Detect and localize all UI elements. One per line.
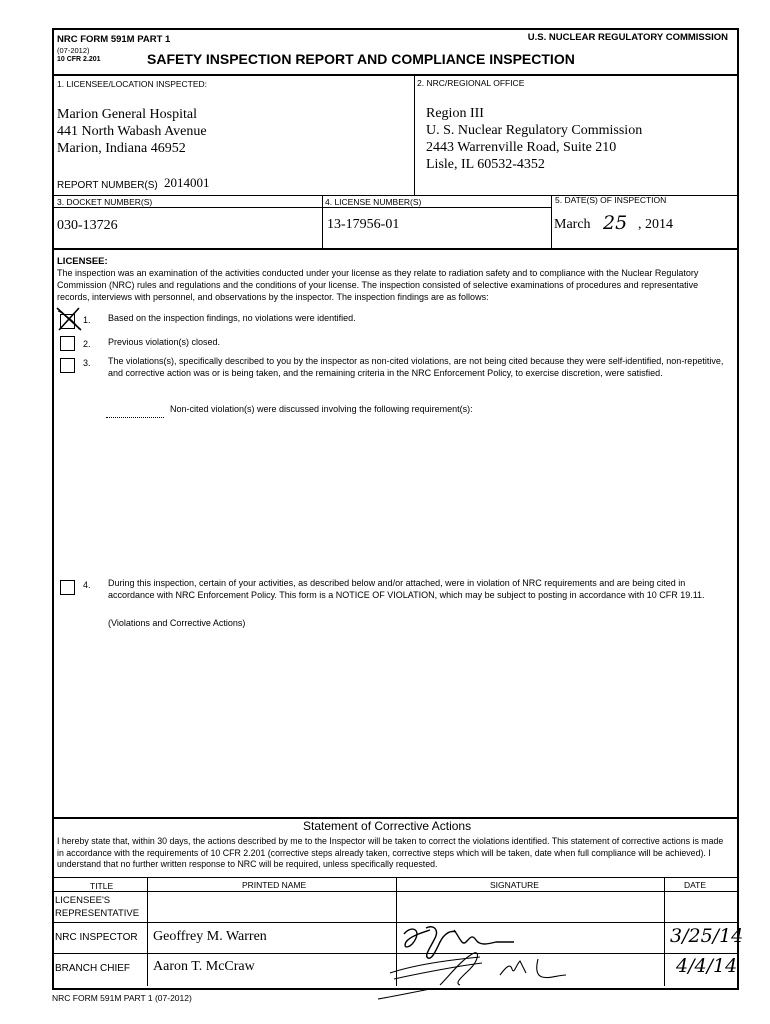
item-2-number: 2. bbox=[83, 339, 91, 349]
row-2-date-handwritten: 3/25/14 bbox=[670, 925, 744, 947]
licensee-location-label: 1. LICENSEE/LOCATION INSPECTED: bbox=[57, 79, 208, 89]
section-divider-1-2 bbox=[414, 75, 415, 195]
header-printed-name: PRINTED NAME bbox=[242, 880, 307, 890]
item-4-checkbox[interactable] bbox=[60, 580, 75, 595]
violations-label: (Violations and Corrective Actions) bbox=[108, 618, 246, 628]
footer-form-id: NRC FORM 591M PART 1 (07-2012) bbox=[52, 993, 192, 1003]
item-1-number: 1. bbox=[83, 315, 91, 325]
form-title: SAFETY INSPECTION REPORT AND COMPLIANCE INSPECTION bbox=[147, 51, 575, 67]
table-header-line bbox=[52, 891, 737, 892]
header-divider bbox=[52, 74, 737, 76]
licensee-heading: LICENSEE: bbox=[57, 256, 108, 267]
license-value: 13-17956-01 bbox=[327, 217, 400, 232]
section-divider-licensee bbox=[52, 248, 737, 250]
non-cited-text: Non-cited violation(s) were discussed involving the following requirement(s): bbox=[170, 404, 473, 414]
item-2-checkbox[interactable] bbox=[60, 336, 75, 351]
row-3-date-handwritten: 4/4/14 bbox=[676, 955, 738, 977]
cfr-reference: 10 CFR 2.201 bbox=[57, 56, 101, 63]
table-col-line-3 bbox=[664, 877, 665, 986]
regional-office-label: 2. NRC/REGIONAL OFFICE bbox=[417, 78, 525, 88]
office-line-4: Lisle, IL 60532-4352 bbox=[426, 157, 545, 172]
header-signature: SIGNATURE bbox=[490, 880, 539, 890]
table-row-line-1 bbox=[52, 922, 737, 923]
corrective-text: I hereby state that, within 30 days, the actions described by me to the Inspector will be taken to correct the violations identified. This statement of corrective actions is made in accordance with the requirements of 10 CFR 2.201 (corrective steps already taken, corrective steps which will be taken, date when full compliance will be achieved). I understand that no further written response to NRC will be required, unless specifically requested. bbox=[57, 836, 724, 869]
inspection-month: March bbox=[554, 217, 591, 232]
item-3-checkbox[interactable] bbox=[60, 358, 75, 373]
section-divider-3-4 bbox=[322, 195, 323, 249]
licensee-line-1: Marion General Hospital bbox=[57, 107, 197, 122]
row-2-name: Geoffrey M. Warren bbox=[153, 929, 267, 944]
item-1-text: Based on the inspection findings, no violations were identified. bbox=[108, 313, 356, 323]
report-number-value: 2014001 bbox=[164, 175, 210, 190]
section-divider-4-5 bbox=[551, 195, 552, 249]
item-4-number: 4. bbox=[83, 580, 91, 590]
header-title: TITLE bbox=[90, 881, 114, 891]
office-line-1: Region III bbox=[426, 106, 484, 121]
row-1-title: LICENSEE'S REPRESENTATIVE bbox=[55, 895, 140, 919]
item-3-number: 3. bbox=[83, 358, 91, 368]
row-3-title: BRANCH CHIEF bbox=[55, 963, 131, 974]
item-1-checkmark bbox=[55, 306, 83, 332]
item-2-text: Previous violation(s) closed. bbox=[108, 337, 221, 347]
licensee-line-3: Marion, Indiana 46952 bbox=[57, 141, 186, 156]
inspection-day-handwritten: 25 bbox=[603, 212, 628, 234]
office-line-2: U. S. Nuclear Regulatory Commission bbox=[426, 123, 643, 138]
office-line-3: 2443 Warrenville Road, Suite 210 bbox=[426, 140, 617, 155]
inspection-year: , 2014 bbox=[638, 217, 673, 232]
report-number-label: REPORT NUMBER(S) bbox=[57, 180, 158, 191]
branch-chief-signature bbox=[370, 945, 590, 1005]
corrective-title: Statement of Corrective Actions bbox=[303, 819, 472, 833]
table-col-line-1 bbox=[147, 877, 148, 986]
docket-value: 030-13726 bbox=[57, 218, 118, 233]
field-underline-license bbox=[322, 207, 552, 208]
item-3-text: The violations(s), specifically described to you by the inspector as non-cited violations, are not being cited because they were self-identified, non-repetitive, and corrective action was or is being taken, and the remaining criteria in the NRC Enforcement Policy, to exercise discretion, were satisfied. bbox=[108, 356, 724, 378]
inspection-date-label: 5. DATE(S) OF INSPECTION bbox=[555, 195, 667, 205]
header-date: DATE bbox=[684, 880, 707, 890]
row-2-title: NRC INSPECTOR bbox=[55, 932, 138, 943]
docket-label: 3. DOCKET NUMBER(S) bbox=[57, 197, 153, 207]
item-4-text: During this inspection, certain of your activities, as described below and/or attached, were in violation of NRC requirements and are being cited in accordance with NRC Enforcement Policy. This form is a NOTICE OF VIOLATION, which may be subject to posting in accordance with 10 CFR 19.11. bbox=[108, 578, 705, 600]
agency-name: U.S. NUCLEAR REGULATORY COMMISSION bbox=[527, 32, 728, 43]
form-date: (07-2012) bbox=[57, 46, 90, 55]
row-3-name: Aaron T. McCraw bbox=[153, 959, 255, 974]
non-cited-blank-line bbox=[106, 417, 164, 418]
table-top-line bbox=[52, 877, 737, 878]
field-underline-docket bbox=[52, 207, 323, 208]
form-id: NRC FORM 591M PART 1 bbox=[57, 34, 171, 45]
licensee-line-2: 441 North Wabash Avenue bbox=[57, 124, 207, 139]
license-label: 4. LICENSE NUMBER(S) bbox=[325, 197, 422, 207]
licensee-intro: The inspection was an examination of the activities conducted under your license as they relate to radiation safety and to compliance with the Nuclear Regulatory Commission (NRC) rules and regulations and the conditions of your license. The inspection consisted of selective examinations of procedures and representative records, interviews with personnel, and observations by the inspector. The inspection findings are as follows: bbox=[57, 268, 699, 302]
